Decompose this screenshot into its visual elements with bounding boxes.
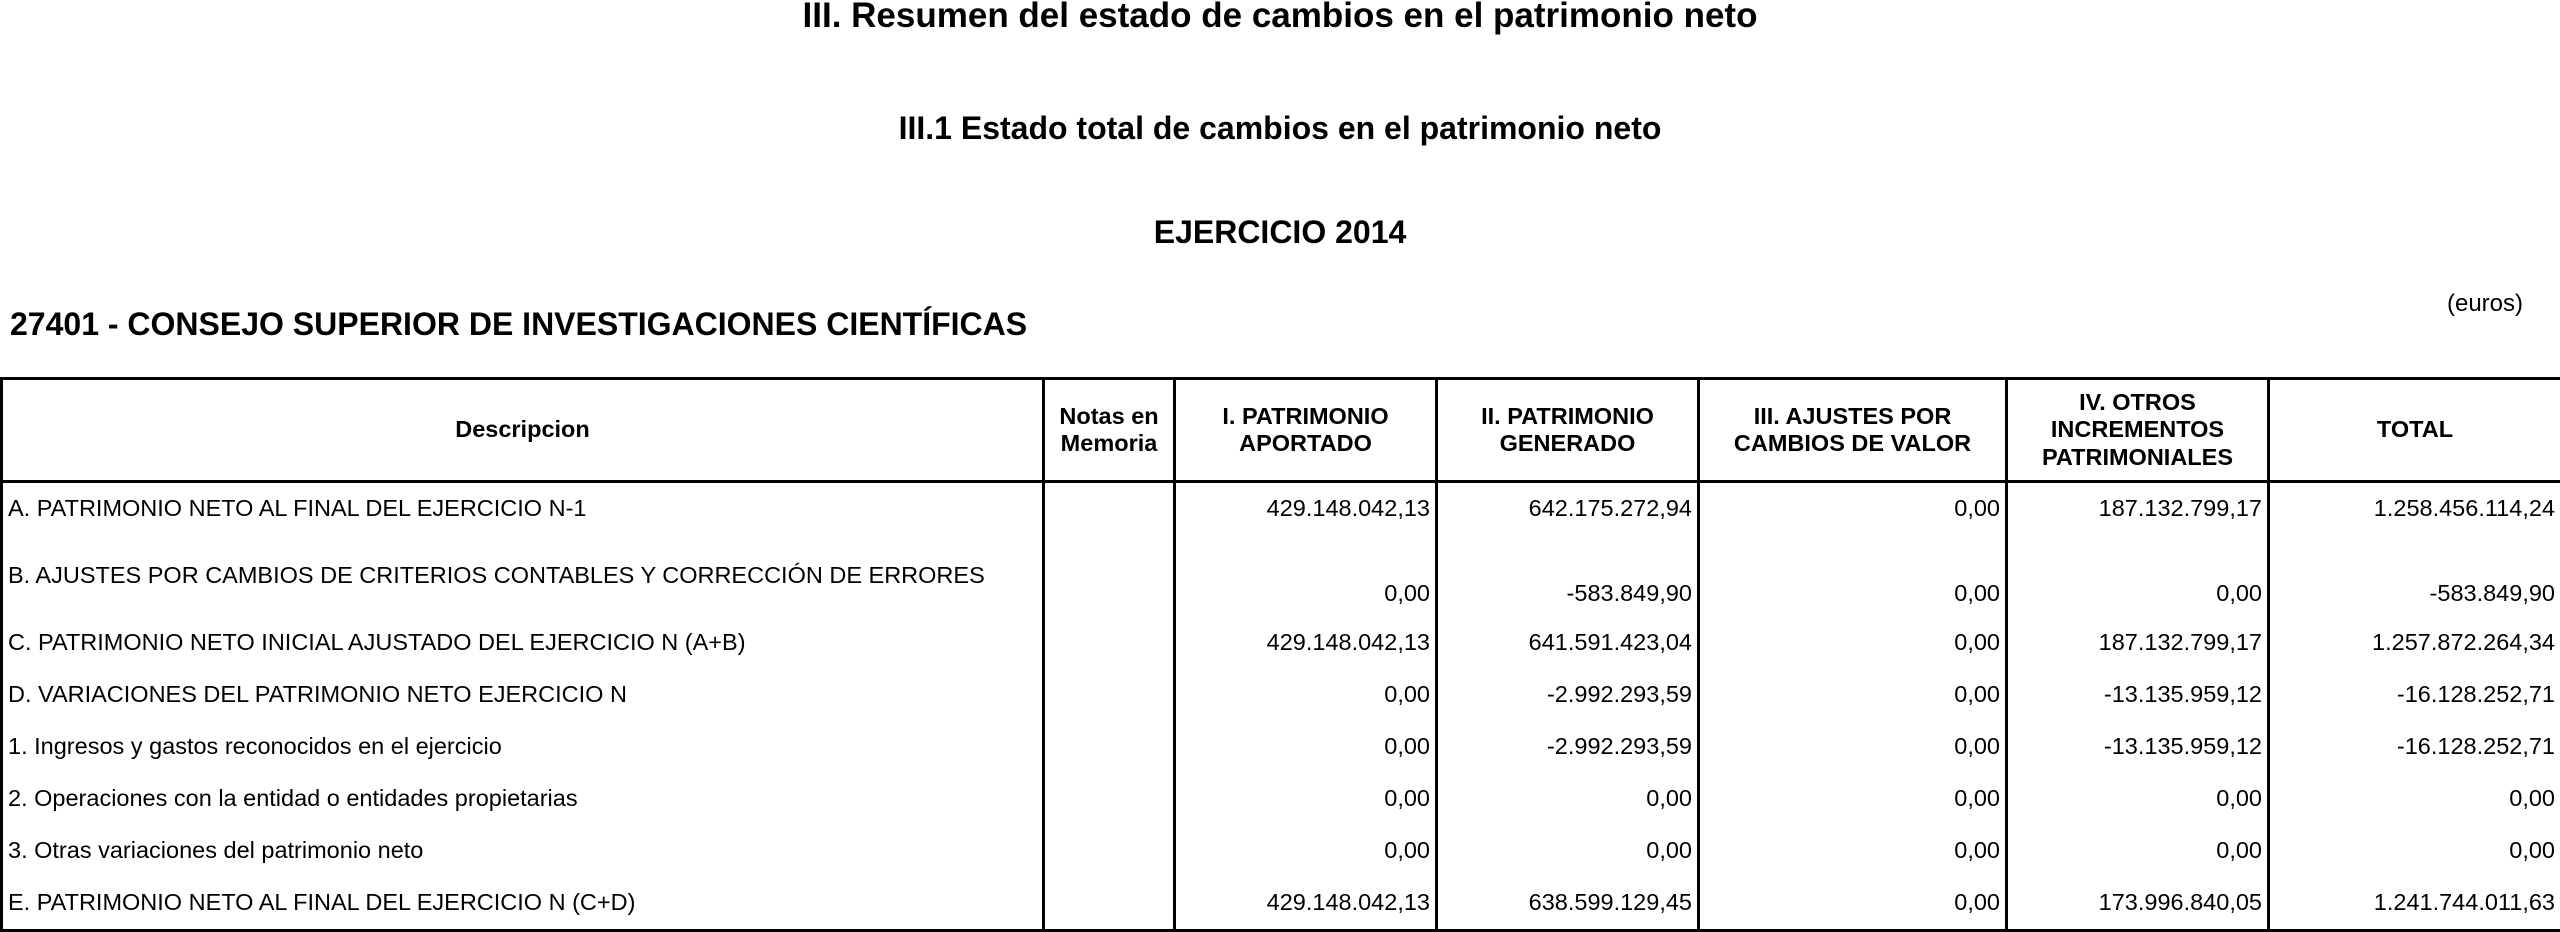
table-row [2, 773, 2560, 825]
col-header-aportado: I. PATRIMONIO APORTADO [1175, 379, 1437, 482]
row-notes [1044, 482, 1175, 536]
row-otros: 173.996.840,05 [2007, 877, 2269, 931]
row-ajustes: 0,00 [1699, 482, 2007, 536]
table-row [2, 877, 2560, 931]
row-notes [1044, 721, 1175, 773]
col-header-otros: IV. OTROS INCREMENTOS PATRIMONIALES [2007, 379, 2269, 482]
row-notes [1044, 535, 1175, 617]
row-notes [1044, 669, 1175, 721]
table-row [2, 535, 2560, 617]
row-otros: 0,00 [2007, 773, 2269, 825]
row-generado: -2.992.293,59 [1437, 669, 1699, 721]
table-row [2, 617, 2560, 669]
row-description: E. PATRIMONIO NETO AL FINAL DEL EJERCICIO N (C+D) [2, 877, 1044, 931]
row-total: -16.128.252,71 [2269, 669, 2560, 721]
row-generado: 0,00 [1437, 825, 1699, 877]
row-ajustes: 0,00 [1699, 825, 2007, 877]
row-total: 1.258.456.114,24 [2269, 482, 2560, 536]
row-ajustes: 0,00 [1699, 669, 2007, 721]
row-otros: 187.132.799,17 [2007, 482, 2269, 536]
row-total: -16.128.252,71 [2269, 721, 2560, 773]
row-ajustes: 0,00 [1699, 535, 2007, 617]
page-title: III. Resumen del estado de cambios en el patrimonio neto [0, 0, 2560, 36]
row-total: -583.849,90 [2269, 535, 2560, 617]
row-generado: 641.591.423,04 [1437, 617, 1699, 669]
col-header-notes: Notas en Memoria [1044, 379, 1175, 482]
row-otros: -13.135.959,12 [2007, 669, 2269, 721]
row-aportado: 0,00 [1175, 669, 1437, 721]
row-aportado: 429.148.042,13 [1175, 482, 1437, 536]
equity-changes-table [0, 377, 2560, 932]
section-subtitle: III.1 Estado total de cambios en el patrimonio neto [0, 110, 2560, 147]
exercise-year: EJERCICIO 2014 [0, 214, 2560, 251]
row-total: 1.241.744.011,63 [2269, 877, 2560, 931]
row-generado: 0,00 [1437, 773, 1699, 825]
row-ajustes: 0,00 [1699, 877, 2007, 931]
currency-unit: (euros) [2420, 290, 2550, 318]
row-notes [1044, 617, 1175, 669]
col-header-ajustes: III. AJUSTES POR CAMBIOS DE VALOR [1699, 379, 2007, 482]
row-ajustes: 0,00 [1699, 721, 2007, 773]
row-total: 0,00 [2269, 825, 2560, 877]
row-description: 1. Ingresos y gastos reconocidos en el ejercicio [2, 721, 1044, 773]
row-generado: 638.599.129,45 [1437, 877, 1699, 931]
row-notes [1044, 773, 1175, 825]
row-aportado: 429.148.042,13 [1175, 877, 1437, 931]
row-description: B. AJUSTES POR CAMBIOS DE CRITERIOS CONTABLES Y CORRECCIÓN DE ERRORES [2, 535, 1044, 617]
table-row [2, 825, 2560, 877]
row-otros: 0,00 [2007, 535, 2269, 617]
row-aportado: 0,00 [1175, 721, 1437, 773]
row-description: A. PATRIMONIO NETO AL FINAL DEL EJERCICIO N-1 [2, 482, 1044, 536]
table-body [2, 482, 2560, 931]
row-aportado: 429.148.042,13 [1175, 617, 1437, 669]
row-description: 2. Operaciones con la entidad o entidades propietarias [2, 773, 1044, 825]
row-total: 0,00 [2269, 773, 2560, 825]
row-description: D. VARIACIONES DEL PATRIMONIO NETO EJERCICIO N [2, 669, 1044, 721]
row-notes [1044, 825, 1175, 877]
row-ajustes: 0,00 [1699, 773, 2007, 825]
row-aportado: 0,00 [1175, 825, 1437, 877]
row-aportado: 0,00 [1175, 535, 1437, 617]
col-header-total: TOTAL [2269, 379, 2560, 482]
table-row [2, 669, 2560, 721]
row-generado: -583.849,90 [1437, 535, 1699, 617]
row-notes [1044, 877, 1175, 931]
table-row [2, 721, 2560, 773]
row-otros: 187.132.799,17 [2007, 617, 2269, 669]
row-generado: -2.992.293,59 [1437, 721, 1699, 773]
entity-name: 27401 - CONSEJO SUPERIOR DE INVESTIGACIONES CIENTÍFICAS [10, 306, 1027, 343]
row-ajustes: 0,00 [1699, 617, 2007, 669]
row-otros: 0,00 [2007, 825, 2269, 877]
table-row [2, 482, 2560, 536]
row-total: 1.257.872.264,34 [2269, 617, 2560, 669]
table-header-row [2, 379, 2560, 482]
row-description: C. PATRIMONIO NETO INICIAL AJUSTADO DEL EJERCICIO N (A+B) [2, 617, 1044, 669]
row-generado: 642.175.272,94 [1437, 482, 1699, 536]
row-otros: -13.135.959,12 [2007, 721, 2269, 773]
col-header-generado: II. PATRIMONIO GENERADO [1437, 379, 1699, 482]
row-aportado: 0,00 [1175, 773, 1437, 825]
col-header-description: Descripcion [2, 379, 1044, 482]
row-description: 3. Otras variaciones del patrimonio neto [2, 825, 1044, 877]
